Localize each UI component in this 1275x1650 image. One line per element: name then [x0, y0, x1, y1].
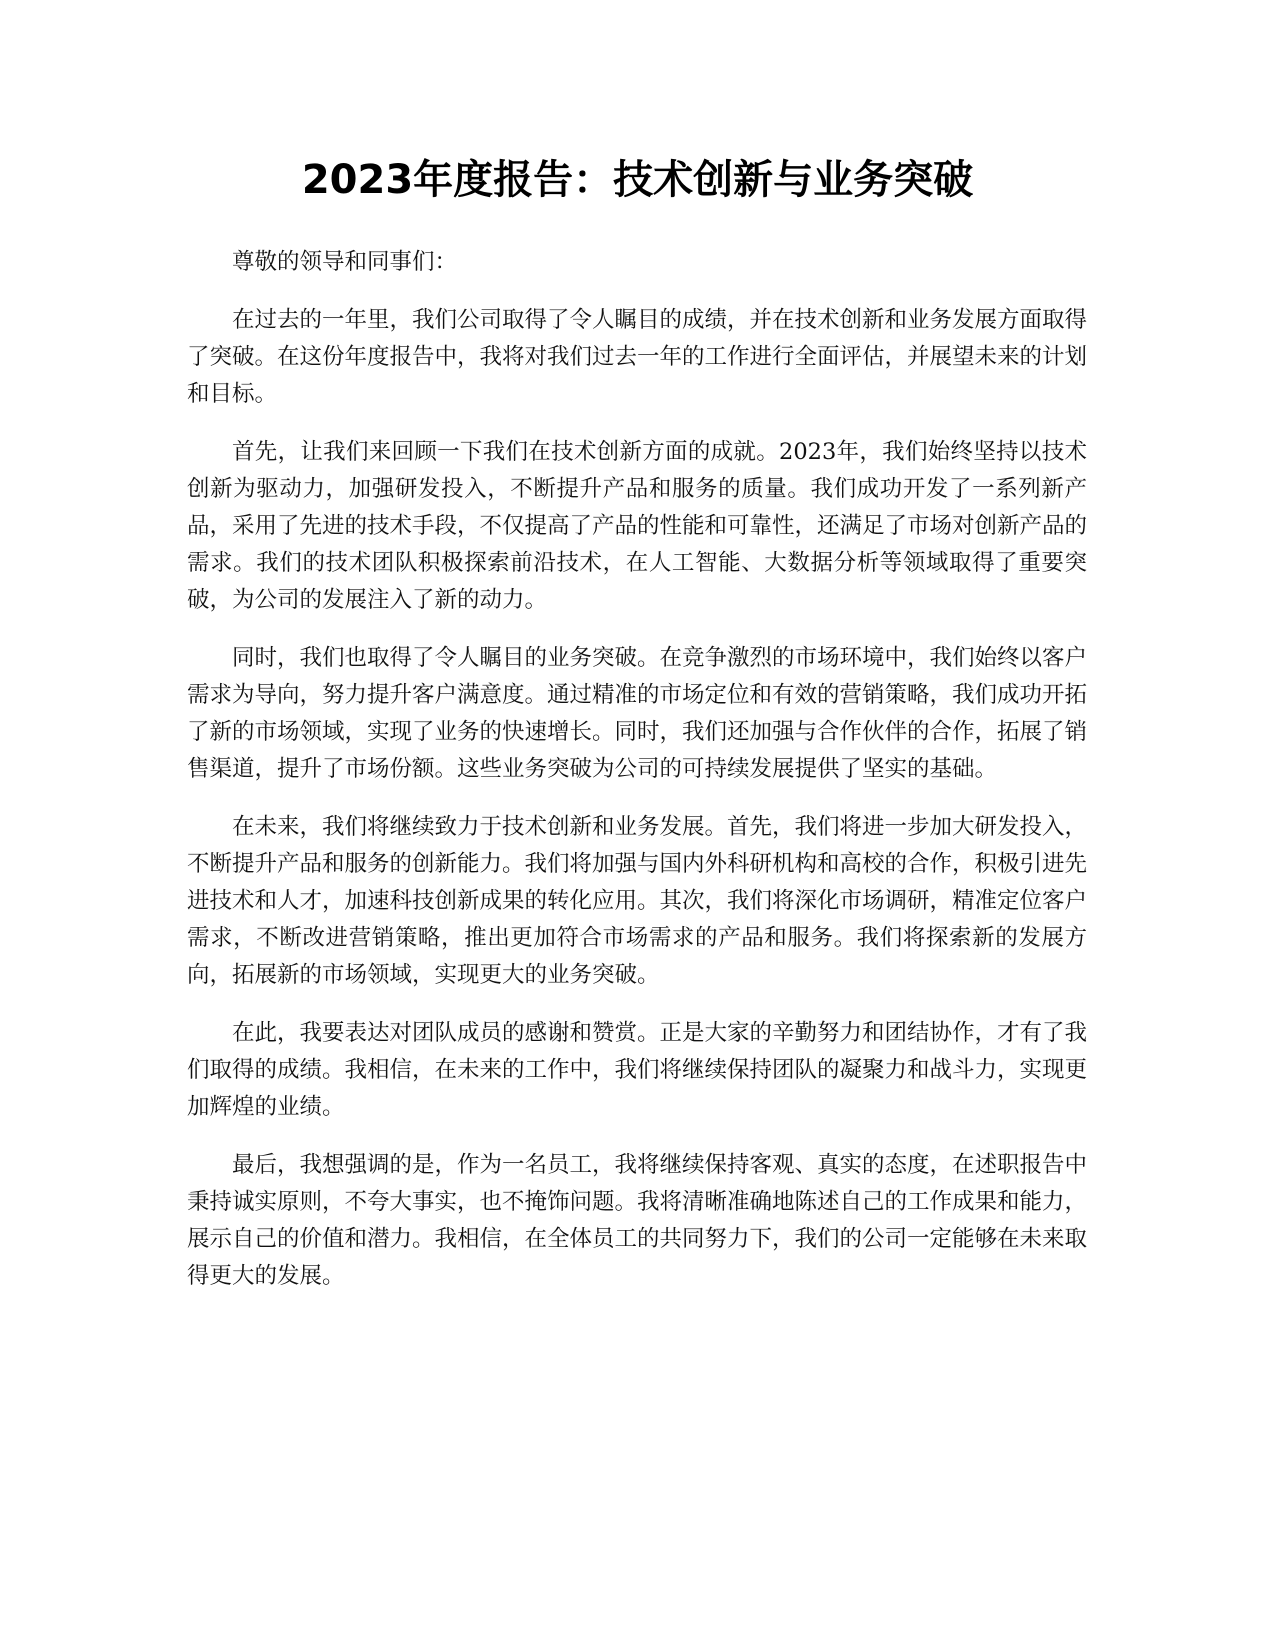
document-title: 2023年度报告：技术创新与业务突破: [301, 157, 974, 203]
paragraph: 在未来，我们将继续致力于技术创新和业务发展。首先，我们将进一步加大研发投入，不断提升产品和服务的创新能力。我们将加强与国内外科研机构和高校的合作，积极引进先进技术和人才，加速科技创新成果的转化应用。其次，我们将深化市场调研，精准定位客户需求，不断改进营销策略，推出更加符合市场需求的产品和服务。我们将探索新的发展方向，拓展新的市场领域，实现更大的业务突破。: [187, 814, 1088, 988]
paragraph: 首先，让我们来回顾一下我们在技术创新方面的成就。2023年，我们始终坚持以技术创新为驱动力，加强研发投入，不断提升产品和服务的质量。我们成功开发了一系列新产品，采用了先进的技术手段，不仅提高了产品的性能和可靠性，还满足了市场对创新产品的需求。我们的技术团队积极探索前沿技术，在人工智能、大数据分析等领域取得了重要突破，为公司的发展注入了新的动力。: [187, 439, 1088, 613]
paragraph: 同时，我们也取得了令人瞩目的业务突破。在竞争激烈的市场环境中，我们始终以客户需求为导向，努力提升客户满意度。通过精准的市场定位和有效的营销策略，我们成功开拓了新的市场领域，实现了业务的快速增长。同时，我们还加强与合作伙伴的合作，拓展了销售渠道，提升了市场份额。这些业务突破为公司的可持续发展提供了坚实的基础。: [187, 645, 1088, 782]
paragraph: 最后，我想强调的是，作为一名员工，我将继续保持客观、真实的态度，在述职报告中秉持诚实原则，不夸大事实，也不掩饰问题。我将清晰准确地陈述自己的工作成果和能力，展示自己的价值和潜力。我相信，在全体员工的共同努力下，我们的公司一定能够在未来取得更大的发展。: [187, 1152, 1088, 1289]
document-body: [187, 244, 1087, 1316]
salutation: 尊敬的领导和同事们：: [232, 249, 458, 275]
paragraph: 在过去的一年里，我们公司取得了令人瞩目的成绩，并在技术创新和业务发展方面取得了突破。在这份年度报告中，我将对我们过去一年的工作进行全面评估，并展望未来的计划和目标。: [187, 307, 1088, 407]
paragraph: 在此，我要表达对团队成员的感谢和赞赏。正是大家的辛勤努力和团结协作，才有了我们取得的成绩。我相信，在未来的工作中，我们将继续保持团队的凝聚力和战斗力，实现更加辉煌的业绩。: [187, 1020, 1088, 1120]
